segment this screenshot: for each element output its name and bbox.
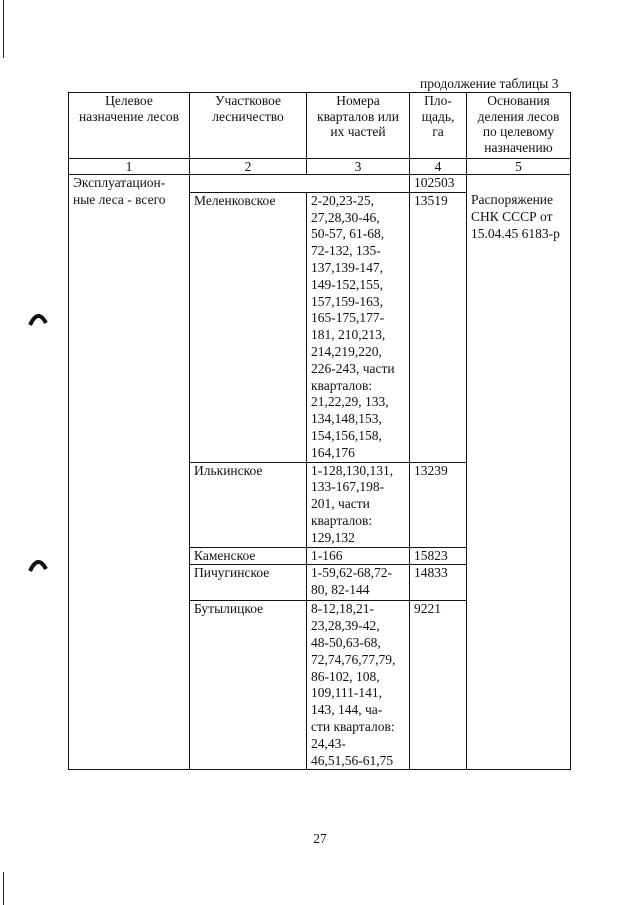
column-number: 1 bbox=[69, 159, 190, 175]
district-name: Пичугинское bbox=[190, 565, 307, 601]
page-number: 27 bbox=[313, 831, 327, 846]
district-area: 13519 bbox=[410, 192, 467, 462]
empty-cell bbox=[190, 175, 410, 193]
scan-edge-mark-bottom bbox=[3, 872, 4, 905]
column-number: 4 bbox=[410, 159, 467, 175]
scan-edge-mark-top bbox=[3, 0, 4, 58]
column-number: 2 bbox=[190, 159, 307, 175]
district-name: Каменское bbox=[190, 547, 307, 565]
column-number-row bbox=[69, 159, 571, 175]
header-purpose: Целевое назначение лесов bbox=[69, 93, 190, 159]
district-name: Илькинское bbox=[190, 462, 307, 547]
column-number: 5 bbox=[467, 159, 571, 175]
district-area: 9221 bbox=[410, 601, 467, 770]
empty-cell bbox=[467, 175, 571, 193]
district-name: Меленковское bbox=[190, 192, 307, 462]
category-total-area: 102503 bbox=[410, 175, 467, 193]
district-area: 15823 bbox=[410, 547, 467, 565]
division-basis: Распоряжение СНК СССР от 15.04.45 6183-р bbox=[467, 192, 571, 770]
table-header-row bbox=[69, 93, 571, 159]
quarter-numbers: 2-20,23-25, 27,28,30-46, 50-57, 61-68, 72-132, 135- 137,139-147, 149-152,155, 157,159-163, 165-175,177- 181, 210,213, 214,219,220, 226-243, части кварталов: 21,22,29, 133, 134,148,153, 154,156,158, 164,176 bbox=[307, 192, 410, 462]
punch-hole-arc-bottom bbox=[28, 558, 48, 577]
district-area: 13239 bbox=[410, 462, 467, 547]
table-continuation-caption: продолжение таблицы 3 bbox=[420, 76, 559, 91]
header-quarters: Номера кварталов или их частей bbox=[307, 93, 410, 159]
header-district: Участковое лесничество bbox=[190, 93, 307, 159]
quarter-numbers: 1-166 bbox=[307, 547, 410, 565]
quarter-numbers: 1-59,62-68,72- 80, 82-144 bbox=[307, 565, 410, 601]
category-cell: Эксплуатацион- ные леса - всего bbox=[69, 175, 190, 770]
column-number: 3 bbox=[307, 159, 410, 175]
table-row bbox=[69, 175, 571, 193]
quarter-numbers: 8-12,18,21- 23,28,39-42, 48-50,63-68, 72,74,76,77,79, 86-102, 108, 109,111-141, 143, 144, ча- сти кварталов: 24,43- 46,51,56-61,75 bbox=[307, 601, 410, 770]
quarter-numbers: 1-128,130,131, 133-167,198- 201, части кварталов: 129,132 bbox=[307, 462, 410, 547]
header-basis: Основания деления лесов по целевому назначению bbox=[467, 93, 571, 159]
forest-division-table bbox=[68, 92, 571, 770]
header-area: Пло- щадь, га bbox=[410, 93, 467, 159]
punch-hole-arc-top bbox=[28, 312, 48, 331]
district-area: 14833 bbox=[410, 565, 467, 601]
district-name: Бутылицкое bbox=[190, 601, 307, 770]
